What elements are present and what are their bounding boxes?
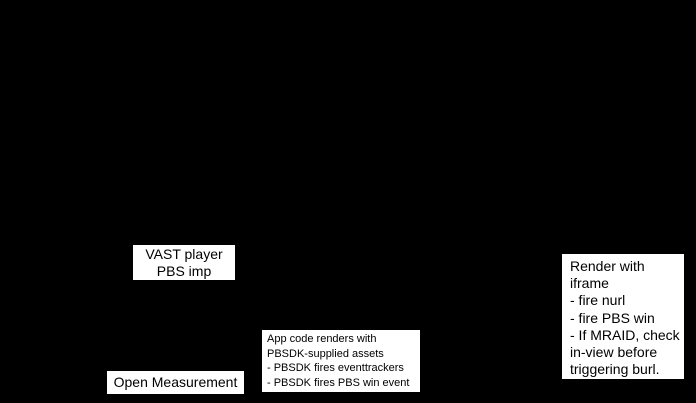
node-text-line: VAST player [145,246,223,262]
node-text-line: - fire nurl [570,292,626,309]
node-text-line: - If MRAID, check [570,326,680,343]
node-text-line: - fire PBS win [570,309,655,326]
node-text-line: - PBSDK fires PBS win event [267,376,410,389]
node-vast-player-pbs-imp [133,245,235,280]
node-text-line: iframe [570,275,609,292]
node-open-measurement [107,371,244,394]
node-app-code-render [262,330,420,392]
node-text-line: triggering burl. [570,361,660,378]
node-text-line: - PBSDK fires eventtrackers [267,362,404,374]
node-render-with-iframe [562,254,684,379]
node-text-line: in-view before [570,344,658,361]
node-text-line: PBS imp [156,263,212,279]
node-text-line: Render with [570,258,645,274]
node-text-line: App code renders with [267,333,377,345]
node-text-line: PBSDK-supplied assets [267,347,384,360]
node-text-line: Open Measurement [113,374,238,390]
